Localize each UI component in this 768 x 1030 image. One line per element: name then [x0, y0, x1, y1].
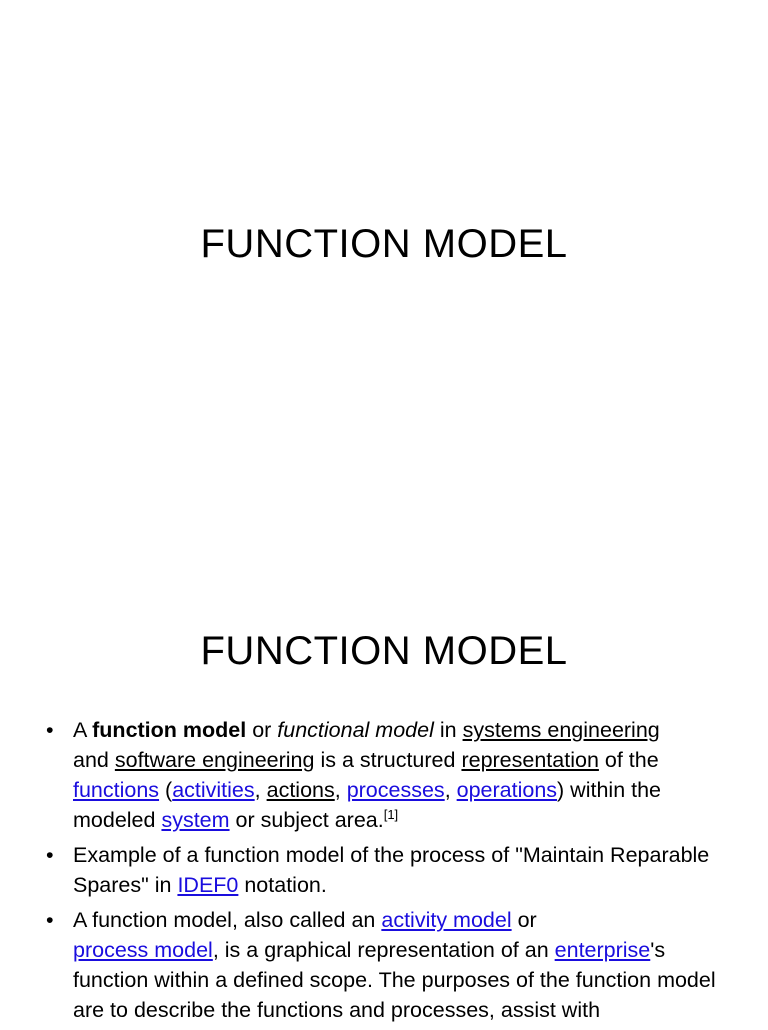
- link-functions[interactable]: functions: [73, 778, 160, 802]
- text: ,: [334, 778, 347, 802]
- link-process-model[interactable]: process model: [73, 938, 213, 962]
- text: and: [73, 748, 115, 772]
- text: ,: [254, 778, 267, 802]
- link-idef0[interactable]: IDEF0: [177, 873, 239, 897]
- link-processes[interactable]: processes: [346, 778, 445, 802]
- text: or: [246, 718, 278, 742]
- text: A function model, also called an: [73, 908, 382, 932]
- text: or: [511, 908, 537, 932]
- link-systems-engineering[interactable]: systems engineering: [462, 718, 660, 742]
- slide-1-title: FUNCTION MODEL: [200, 222, 568, 266]
- link-actions[interactable]: actions: [266, 778, 335, 802]
- link-activity-model[interactable]: activity model: [381, 908, 512, 932]
- bullet-item-example: [46, 840, 716, 900]
- bullet-icon: •: [46, 718, 54, 742]
- text: A: [73, 718, 93, 742]
- bold-term: function model: [92, 718, 247, 742]
- text: Example of a function model of the process of "Maintain Reparable Spares" in: [73, 843, 710, 897]
- text: ) within the modeled: [73, 778, 662, 832]
- bullet-icon: •: [46, 843, 54, 867]
- text: 's function within a defined scope. The purposes of the function model are to describe the functions and processes, assist with: [73, 938, 716, 1022]
- bullet-item-activity-model: [46, 905, 716, 1025]
- text: of the: [598, 748, 659, 772]
- text: , is a graphical representation of an: [212, 938, 555, 962]
- link-system[interactable]: system: [161, 808, 230, 832]
- link-software-engineering[interactable]: software engineering: [114, 748, 315, 772]
- text: in: [433, 718, 463, 742]
- italic-term: functional model: [277, 718, 434, 742]
- bullet-icon: •: [46, 908, 54, 932]
- text: ,: [444, 778, 457, 802]
- slide-2-title: FUNCTION MODEL: [200, 629, 568, 673]
- bullet-item-definition: [46, 715, 716, 835]
- text: or subject area.: [229, 808, 384, 832]
- reference-marker[interactable]: [1]: [383, 807, 399, 822]
- text: notation.: [238, 873, 327, 897]
- link-enterprise[interactable]: enterprise: [554, 938, 651, 962]
- text: is a structured: [314, 748, 462, 772]
- bullet-list: [46, 715, 716, 1030]
- link-representation[interactable]: representation: [461, 748, 599, 772]
- text: (: [159, 778, 173, 802]
- link-activities[interactable]: activities: [172, 778, 255, 802]
- link-operations[interactable]: operations: [456, 778, 558, 802]
